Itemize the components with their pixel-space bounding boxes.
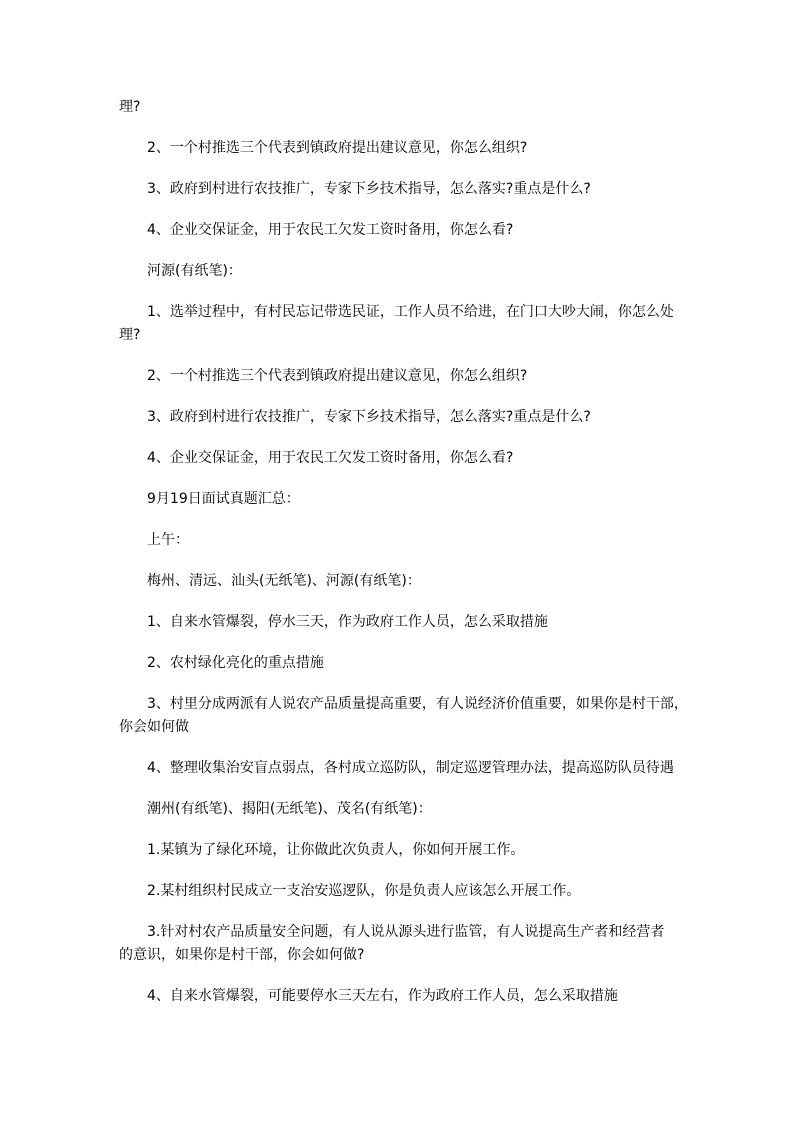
- paragraph-line: 2、一个村推选三个代表到镇政府提出建议意见，你怎么组织?: [147, 140, 528, 156]
- paragraph-line: 4、整理收集治安盲点弱点，各村成立巡防队，制定巡逻管理办法，提高巡防队员待遇: [147, 760, 674, 776]
- paragraph: [119, 178, 689, 201]
- paragraph-line: 理?: [119, 99, 141, 115]
- paragraph: [119, 798, 689, 821]
- paragraph: [119, 880, 689, 903]
- paragraph: [119, 137, 689, 160]
- paragraph: [119, 406, 689, 429]
- paragraph: [119, 985, 689, 1008]
- paragraph-line: 你会如何做: [119, 719, 189, 735]
- paragraph-line: 潮州(有纸笔)、揭阳(无纸笔)、茂名(有纸笔)：: [147, 801, 432, 817]
- paragraph-line: 2、农村绿化亮化的重点措施: [147, 655, 324, 671]
- paragraph-line: 1.某镇为了绿化环境，让你做此次负责人，你如何开展工作。: [147, 842, 525, 858]
- paragraph: [119, 301, 689, 347]
- paragraph-line: 的意识，如果你是村干部，你会如何做?: [119, 947, 365, 963]
- paragraph: [119, 839, 689, 862]
- paragraph-line: 1、自来水管爆裂，停水三天，作为政府工作人员，怎么采取措施: [147, 614, 548, 630]
- paragraph: [119, 365, 689, 388]
- paragraph-line: 3、政府到村进行农技推广，专家下乡技术指导，怎么落实?重点是什么?: [147, 409, 591, 425]
- paragraph: [119, 921, 689, 967]
- paragraph-line: 9月19日面试真题汇总：: [147, 491, 300, 507]
- paragraph: [119, 260, 689, 283]
- paragraph-line: 1、选举过程中，有村民忘记带选民证，工作人员不给进，在门口大吵大闹，你怎么处: [147, 304, 674, 320]
- paragraph-line: 4、企业交保证金，用于农民工欠发工资时备用，你怎么看?: [147, 450, 514, 466]
- paragraph: [119, 693, 689, 739]
- paragraph: [119, 529, 689, 552]
- paragraph-line: 3、政府到村进行农技推广，专家下乡技术指导，怎么落实?重点是什么?: [147, 181, 591, 197]
- paragraph-line: 理?: [119, 327, 141, 343]
- paragraph: [119, 652, 689, 675]
- paragraph: [119, 611, 689, 634]
- paragraph: [119, 488, 689, 511]
- paragraph: [119, 570, 689, 593]
- paragraph-line: 4、企业交保证金，用于农民工欠发工资时备用，你怎么看?: [147, 222, 514, 238]
- paragraph-line: 2、一个村推选三个代表到镇政府提出建议意见，你怎么组织?: [147, 368, 528, 384]
- paragraph-line: 4、自来水管爆裂，可能要停水三天左右，作为政府工作人员，怎么采取措施: [147, 988, 618, 1004]
- paragraph-line: 河源(有纸笔)：: [147, 263, 242, 279]
- paragraph: [119, 447, 689, 470]
- paragraph: [119, 96, 689, 119]
- document-body: [119, 96, 689, 1026]
- paragraph-line: 2.某村组织村民成立一支治安巡逻队，你是负责人应该怎么开展工作。: [147, 883, 581, 899]
- paragraph-line: 上午：: [147, 532, 189, 548]
- paragraph: [119, 219, 689, 242]
- paragraph: [119, 757, 689, 780]
- paragraph-line: 3、村里分成两派有人说农产品质量提高重要，有人说经济价值重要，如果你是村干部，: [147, 696, 688, 712]
- paragraph-line: 3.针对村农产品质量安全问题，有人说从源头进行监管，有人说提高生产者和经营者: [147, 924, 665, 940]
- paragraph-line: 梅州、清远、汕头(无纸笔)、河源(有纸笔)：: [147, 573, 421, 589]
